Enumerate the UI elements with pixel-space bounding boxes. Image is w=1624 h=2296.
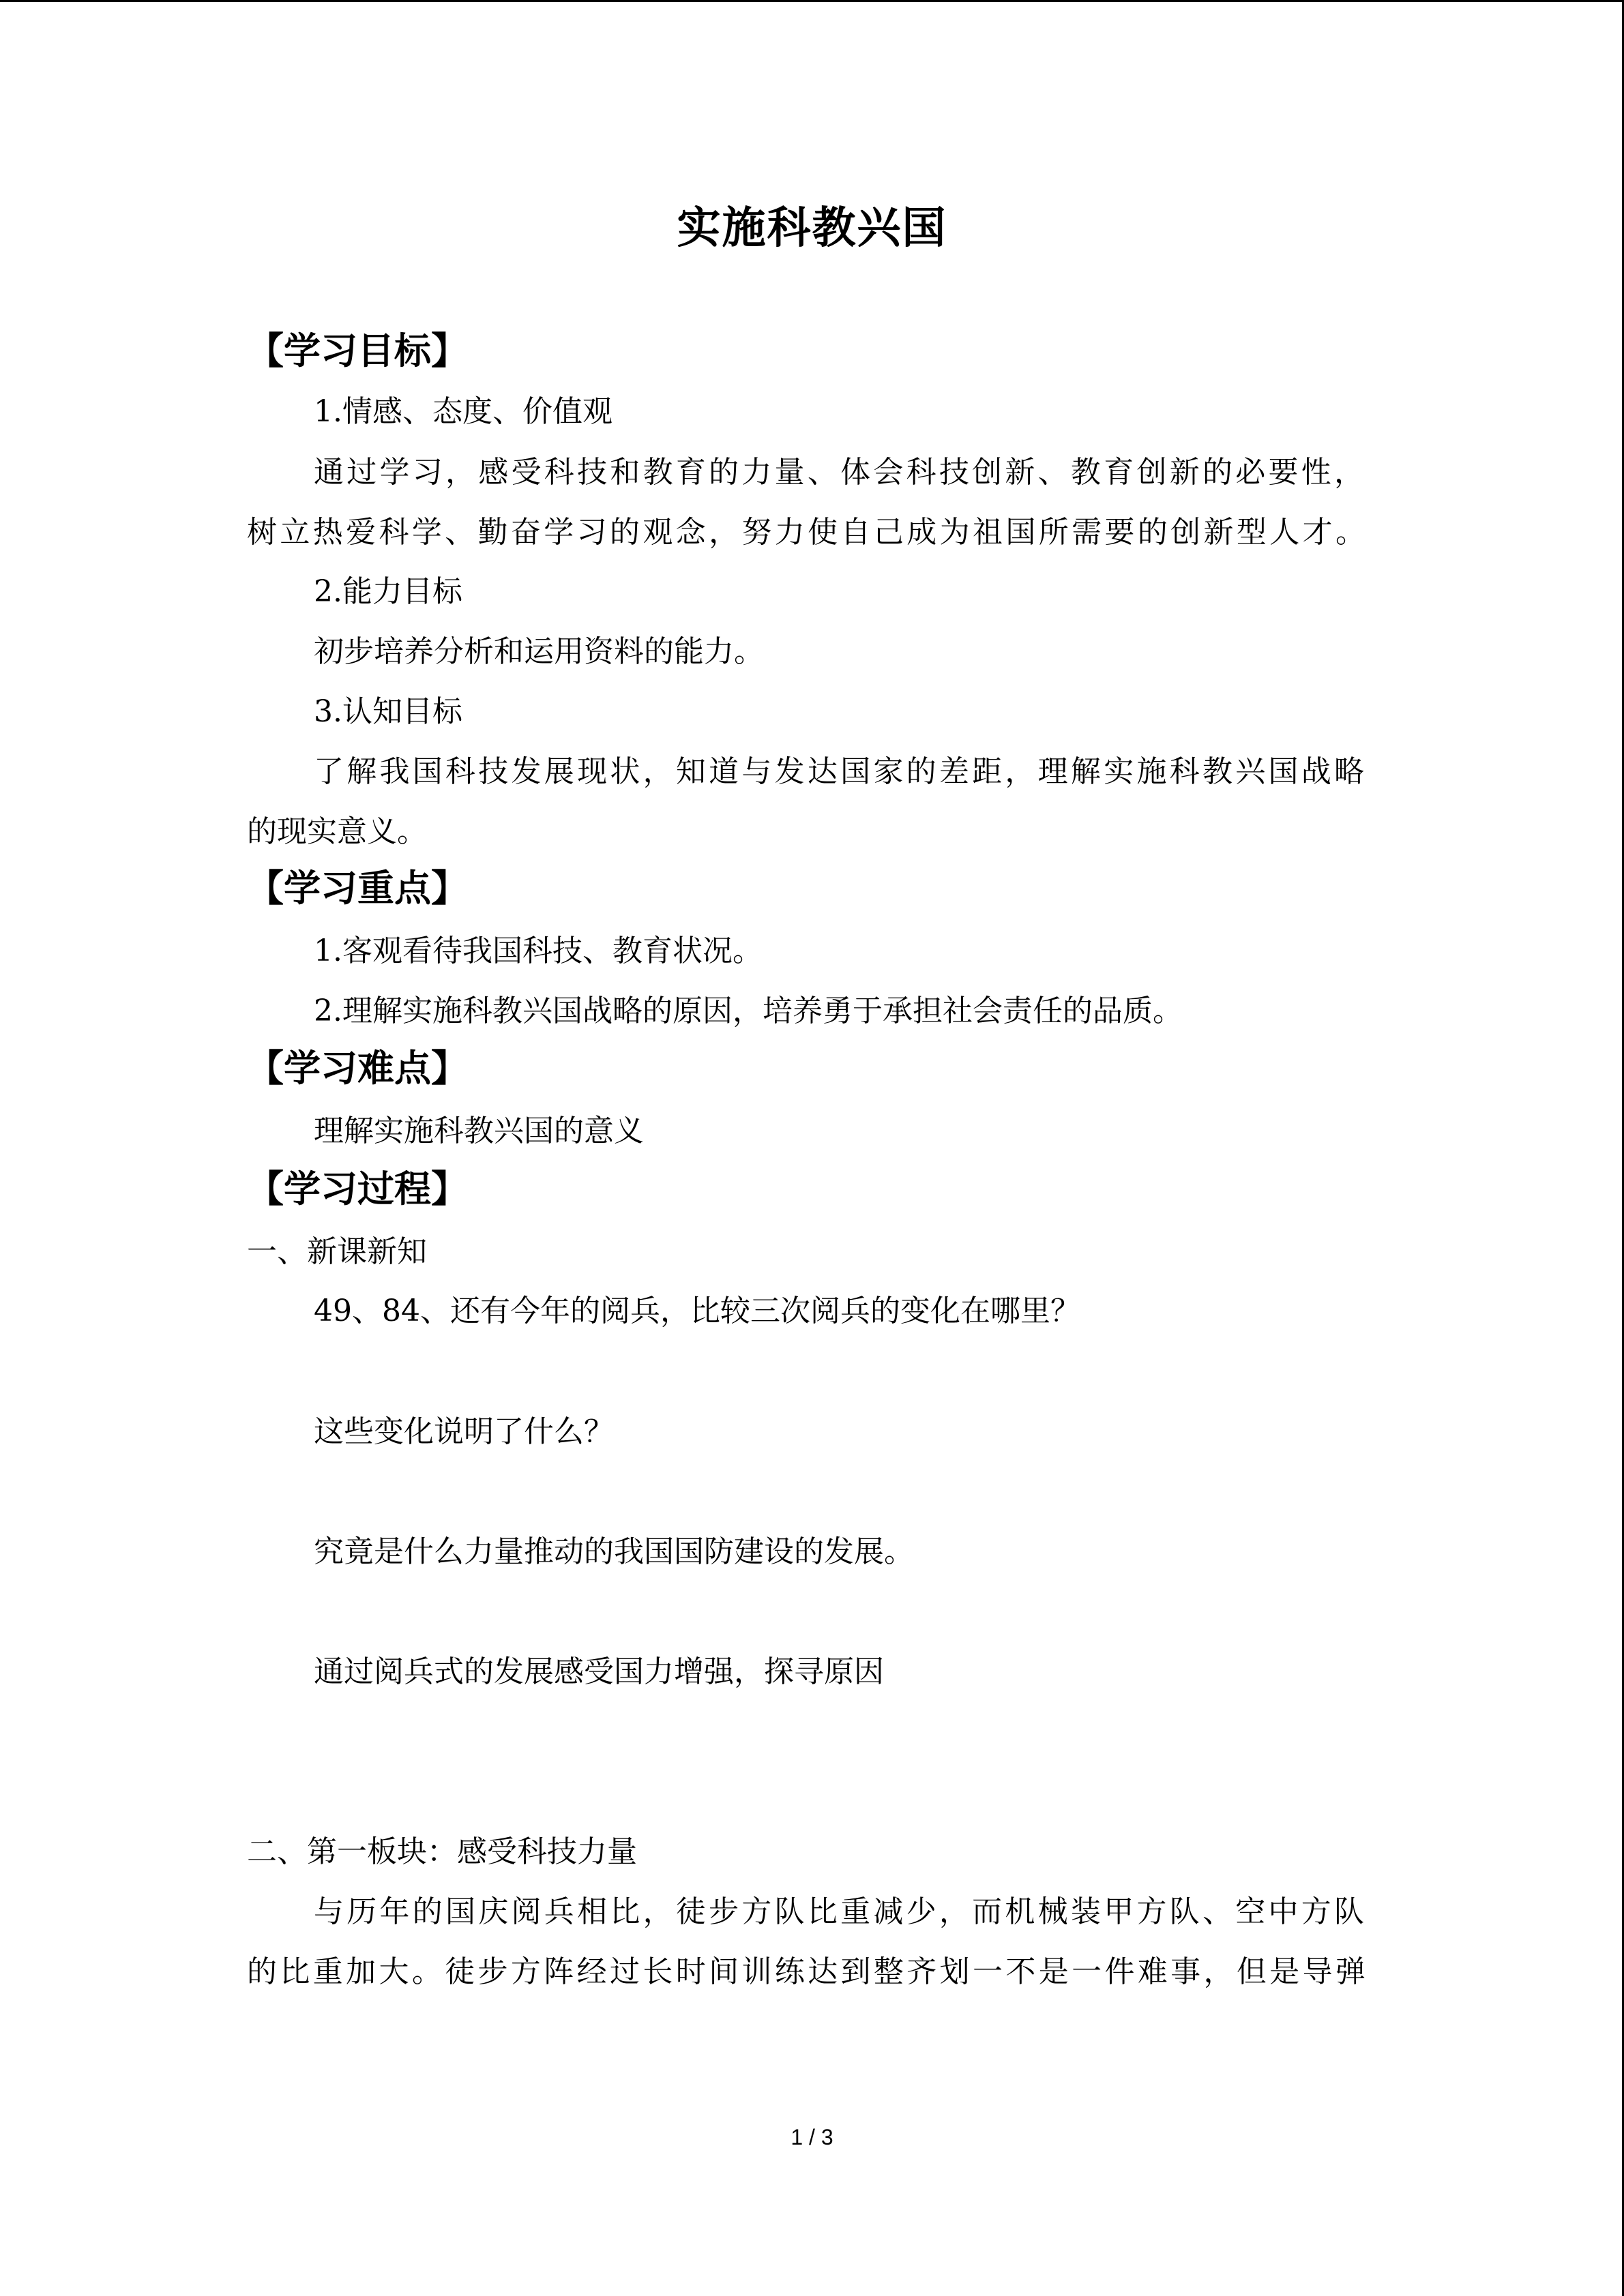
heading-learning-objectives: 【学习目标】 — [247, 329, 468, 372]
objective-1-text-line-1: 通过学习，感受科技和教育的力量、体会科技创新、教育创新的必要性， — [314, 455, 1364, 490]
question-2: 这些变化说明了什么？ — [314, 1414, 614, 1449]
part-2-text-line-2: 的比重加大。徒步方阵经过长时间训练达到整齐划一不是一件难事，但是导弹 — [247, 1954, 1365, 1989]
part-1-title: 一、新课新知 — [247, 1234, 427, 1269]
objective-1-label: 1.情感、态度、价值观 — [314, 394, 612, 429]
question-1: 49、84、还有今年的阅兵，比较三次阅兵的变化在哪里？ — [314, 1294, 1080, 1328]
heading-difficulties: 【学习难点】 — [247, 1047, 468, 1090]
heading-learning-process: 【学习过程】 — [247, 1167, 468, 1210]
objective-3-text-line-1: 了解我国科技发展现状，知道与发达国家的差距，理解实施科教兴国战略 — [314, 754, 1364, 789]
page-border-top — [0, 0, 1624, 2]
key-point-1: 1.客观看待我国科技、教育状况。 — [314, 934, 763, 968]
objective-2-text: 初步培养分析和运用资料的能力。 — [314, 634, 764, 669]
objective-3-label: 3.认知目标 — [314, 694, 462, 729]
part-2-text-line-1: 与历年的国庆阅兵相比，徒步方队比重减少，而机械装甲方队、空中方队 — [314, 1894, 1364, 1929]
difficulty-1: 理解实施科教兴国的意义 — [314, 1114, 644, 1148]
objective-1-text-line-2: 树立热爱科学、勤奋学习的观念，努力使自己成为祖国所需要的创新型人才。 — [247, 515, 1365, 550]
question-3: 究竟是什么力量推动的我国国防建设的发展。 — [314, 1534, 914, 1569]
page-number: 1 / 3 — [791, 2125, 833, 2149]
question-4: 通过阅兵式的发展感受国力增强，探寻原因 — [314, 1654, 884, 1689]
heading-key-points: 【学习重点】 — [247, 867, 468, 910]
objective-3-text-line-2: 的现实意义。 — [247, 814, 427, 849]
objective-2-label: 2.能力目标 — [314, 574, 462, 609]
key-point-2: 2.理解实施科教兴国战略的原因，培养勇于承担社会责任的品质。 — [314, 994, 1183, 1028]
page-title: 实施科教兴国 — [677, 203, 947, 254]
part-2-title: 二、第一板块：感受科技力量 — [247, 1834, 637, 1869]
